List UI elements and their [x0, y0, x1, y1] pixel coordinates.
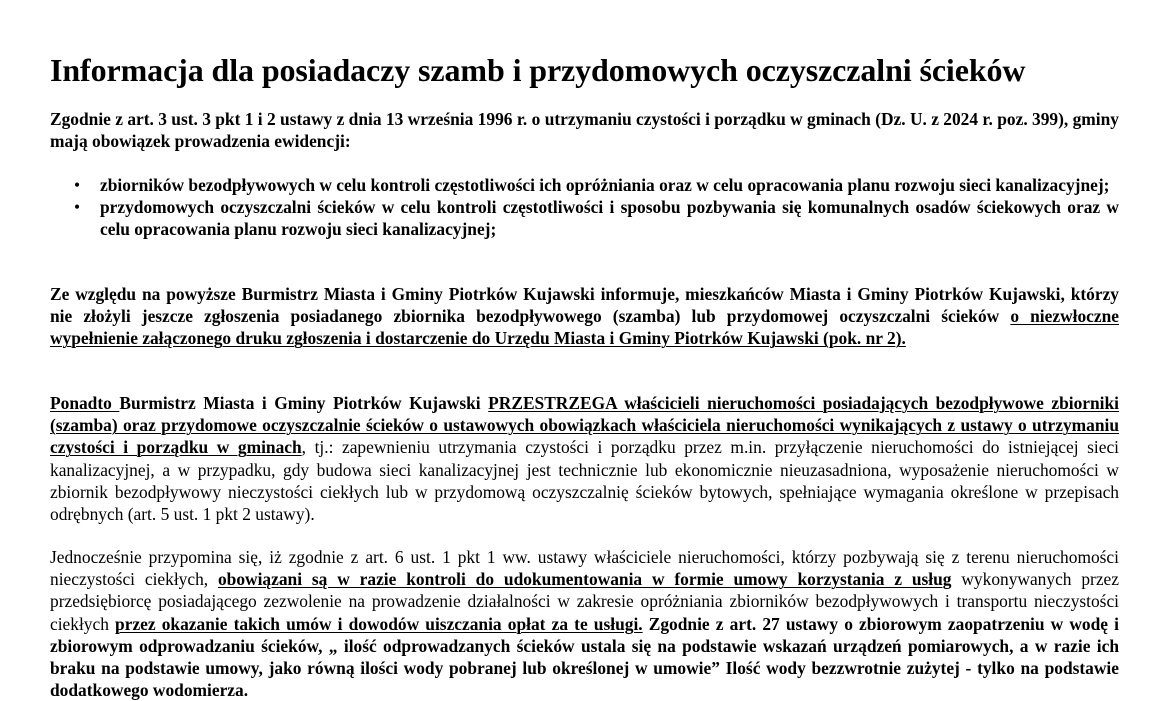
reminder-text-2: wykonywanych przez przedsiębiorcę posiadającego zezwolenie na prowadzenie działalności w zakresie opróżniania zbiorników bezodpływowych i transportu nieczystości ciekłych: [50, 569, 1119, 634]
warning-text: PRZESTRZEGA właścicieli nieruchomości posiadających bezodpływowe zbiorniki (szamba) oraz przydomowe oczyszczalnie ścieków o ustawowych obowiązkach właściciela nieruchomości wynikających z ustawy o utrzymaniu czystości i porządku w gminach: [50, 393, 1120, 458]
reminder-text-1: Jednocześnie przypomina się, iż zgodnie z art. 6 ust. 1 pkt 1 ww. ustawy właściciele nieruchomości, którzy pozbywają się z terenu nieruchomości nieczystości ciekłych,: [50, 547, 1119, 590]
registry-list: [50, 174, 1119, 241]
notice-text: Ze względu na powyższe Burmistrz Miasta i Gminy Piotrków Kujawski informuje, mieszkańców Miasta i Gminy Piotrków Kujawski, którzy nie złożyli jeszcze zgłoszenia posiadanego zbiornika bezodpływowego (szamba) lub przydomowej oczyszczalni ścieków: [50, 284, 1119, 327]
warning-paragraph: [50, 392, 1119, 525]
reminder-legal-note: Zgodnie z art. 27 ustawy o zbiorowym zaopatrzeniu w wodę i zbiorowym odprowadzaniu ścieków, „ ilość odprowadzanych ścieków ustala się na podstawie wskazań urządzeń pomiarowych, a w razie ich braku na podstawie umowy, jako równą ilości wody pobranej lub określonej w umowie” Ilość wody bezzwrotnie zużytej - tylko na podstawie dodatkowego wodomierza.: [50, 613, 1119, 701]
notice-paragraph: [50, 283, 1119, 350]
list-item: [50, 196, 1119, 240]
warning-issuer: Burmistrz Miasta i Gminy Piotrków Kujawski: [119, 393, 489, 413]
list-item: [50, 174, 1119, 196]
bullet-icon: •: [74, 197, 81, 218]
reminder-proof: przez okazanie takich umów i dowodów uiszczania opłat za te usługi.: [115, 613, 643, 634]
list-item-text: przydomowych oczyszczalni ścieków w celu kontroli częstotliwości i sposobu pozbywania się komunalnych osadów ściekowych oraz w celu opracowania planu rozwoju sieci kanalizacyjnej;: [100, 197, 1119, 240]
notice-request: o niezwłoczne wypełnienie załączonego druku zgłoszenia i dostarczenie do Urzędu Miasta i Gminy Piotrków Kujawski (pok. nr 2).: [50, 306, 1119, 349]
warning-lead: Ponadto: [50, 393, 120, 413]
list-item-text: zbiorników bezodpływowych w celu kontroli częstotliwości ich opróżniania oraz w celu opracowania planu rozwoju sieci kanalizacyjnej;: [100, 175, 1110, 195]
intro-paragraph: Zgodnie z art. 3 ust. 3 pkt 1 i 2 ustawy z dnia 13 września 1996 r. o utrzymaniu czystości i porządku w gminach (Dz. U. z 2024 r. poz. 399), gminy mają obowiązek prowadzenia ewidencji:: [50, 109, 1119, 152]
reminder-obligation: obowiązani są w razie kontroli do udokumentowania w formie umowy korzystania z usług: [217, 569, 952, 590]
warning-details: , tj.: zapewnieniu utrzymania czystości i porządku przez m.in. przyłączenie nieruchomości do istniejącej sieci kanalizacyjnej, a w przypadku, gdy budowa sieci kanalizacyjnej jest technicznie lub ekonomicznie nieuzasadniona, wyposażenie nieruchomości w zbiornik bezodpływowy nieczystości ciekłych lub w przydomową oczyszczalnię ścieków bytowych, spełniające wymagania określone w przepisach odrębnych (art. 5 ust. 1 pkt 2 ustawy).: [50, 437, 1119, 525]
reminder-paragraph: [50, 546, 1119, 701]
page-title: Informacja dla posiadaczy szamb i przydomowych oczyszczalni ścieków: [50, 52, 1026, 88]
bullet-icon: •: [74, 175, 81, 195]
